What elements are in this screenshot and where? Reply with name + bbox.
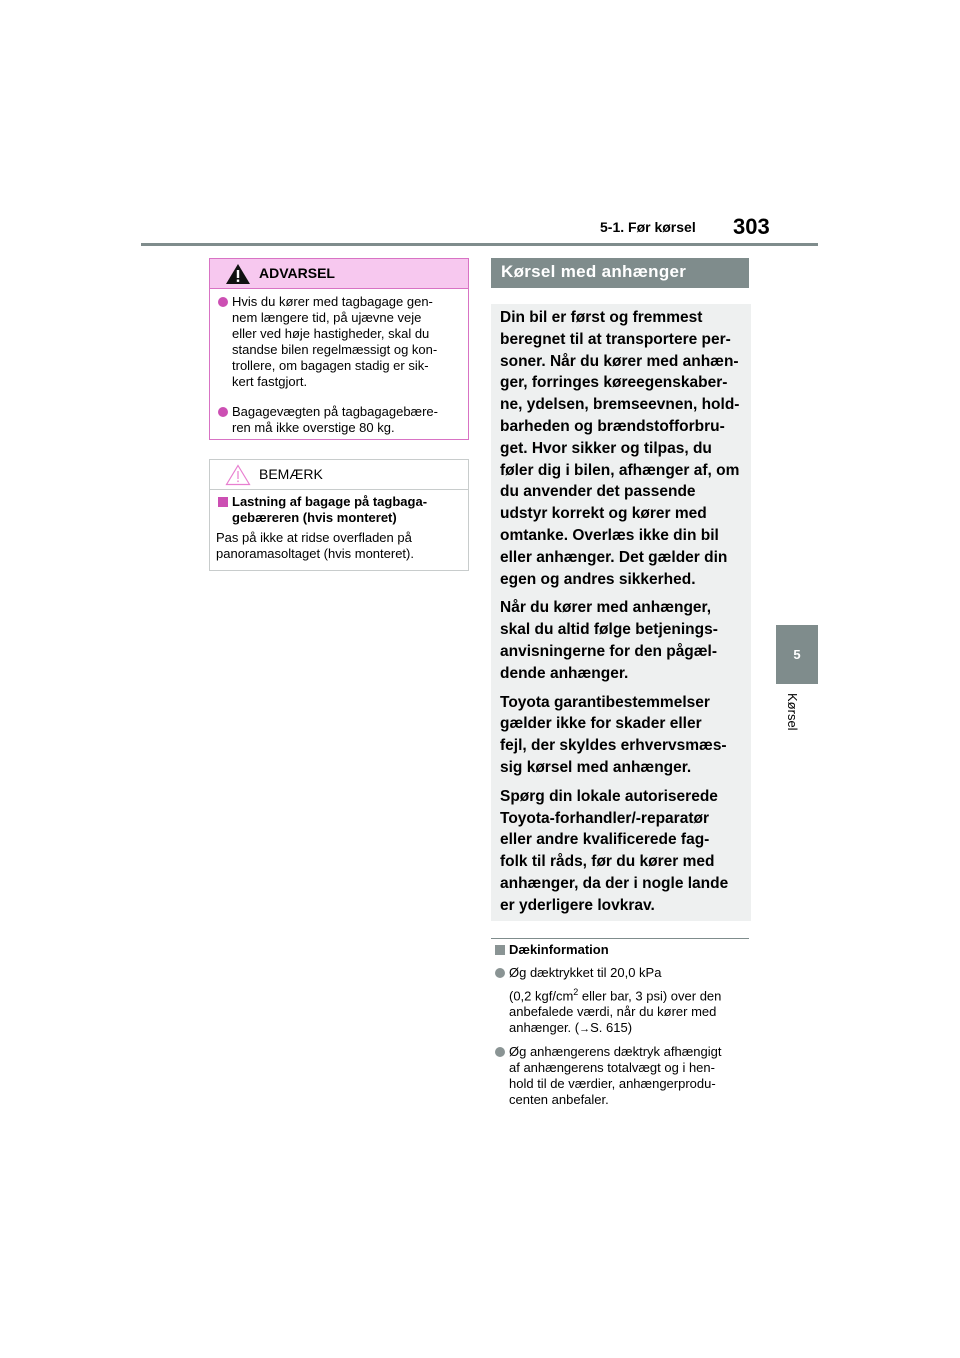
- notice-subheading: Lastning af bagage på tagbaga- gebæreren (hvis monteret): [214, 494, 464, 526]
- tire-info-heading: Dækinformation: [491, 942, 753, 958]
- notice-header: [210, 460, 468, 490]
- intro-paragraph: Når du kører med anhænger, skal du altid følge betjenings- anvisningerne for den pågæl- dende anhænger.: [500, 599, 718, 682]
- notice-title: BEMÆRK: [259, 466, 323, 482]
- section-title: 5-1. Før kørsel: [600, 219, 696, 235]
- page-reference-link[interactable]: S. 615): [590, 1020, 633, 1036]
- warning-item: Bagagevægten på tagbagagebære- ren må ikke overstige 80 kg.: [214, 404, 464, 436]
- notice-box: [209, 459, 469, 571]
- chapter-tab: [776, 625, 818, 684]
- tire-info-item: Øg dæktrykket til 20,0 kPa (0,2 kgf/$cm^2$ eller bar, 3 psi) over den anbefalede værdi, når du kører med anhænger. (→S. 615): [491, 965, 753, 1037]
- bullet-square: [495, 945, 505, 955]
- bullet-dot: [218, 407, 228, 417]
- bullet-dot: [495, 1047, 505, 1057]
- warning-title: ADVARSEL: [259, 265, 335, 281]
- section-heading: Kørsel med anhænger: [491, 258, 749, 288]
- arrow-icon: →: [579, 1023, 591, 1036]
- info-divider: [491, 938, 749, 939]
- warning-box: [209, 258, 469, 440]
- intro-box: [491, 304, 751, 921]
- page-number: 303: [733, 214, 770, 239]
- caution-triangle-icon: [225, 464, 251, 486]
- intro-paragraph: Spørg din lokale autoriserede Toyota-forhandler/-reparatør eller andre kvalificerede fag- folk til råds, før du kører med anhænger, da der i nogle lande er yderligere lovkrav.: [500, 787, 729, 914]
- intro-paragraph: Toyota garantibestemmelser gælder ikke for skader eller fejl, der skyldes erhvervsmæs- sig kørsel med anhænger.: [500, 693, 727, 776]
- warning-item: Hvis du kører med tagbagage gen- nem længere tid, på ujævne veje eller ved høje hastigheder, skal du standse bilen regelmæssigt og kon- trollere, om bagagen stadig er sik- kert fastgjort.: [214, 294, 464, 390]
- tire-info-item: Øg anhængerens dæktryk afhængigt af anhængerens totalvægt og i hen- hold til de værdier, anhængerprodu- centen anbefaler.: [491, 1044, 753, 1108]
- notice-text: Pas på ikke at ridse overfladen på panoramasoltaget (hvis monteret).: [216, 530, 414, 561]
- tire-info: [491, 942, 753, 1108]
- intro-paragraph: Din bil er først og fremmest beregnet til at transportere per- soner. Når du kører med anhæn- ger, forringes køreegenskaber- ne, ydelsen, bremseevnen, hold- barheden og brændstofforbru- get. Hvor sikker og tilpas, du føler dig i bilen, afhænger af, om du anvender det passende udstyr korrekt og kører med omtanke. Overlæs ikke din bil eller anhænger. Det gælder din egen og andres sikkerhed.: [500, 309, 740, 588]
- warning-triangle-icon: [225, 263, 251, 285]
- bullet-dot: [495, 968, 505, 978]
- chapter-label: Kørsel: [785, 693, 800, 731]
- bullet-square: [218, 497, 228, 507]
- header-divider: [141, 243, 818, 246]
- chapter-number: 5: [793, 647, 801, 662]
- warning-header: [210, 259, 468, 289]
- bullet-dot: [218, 297, 228, 307]
